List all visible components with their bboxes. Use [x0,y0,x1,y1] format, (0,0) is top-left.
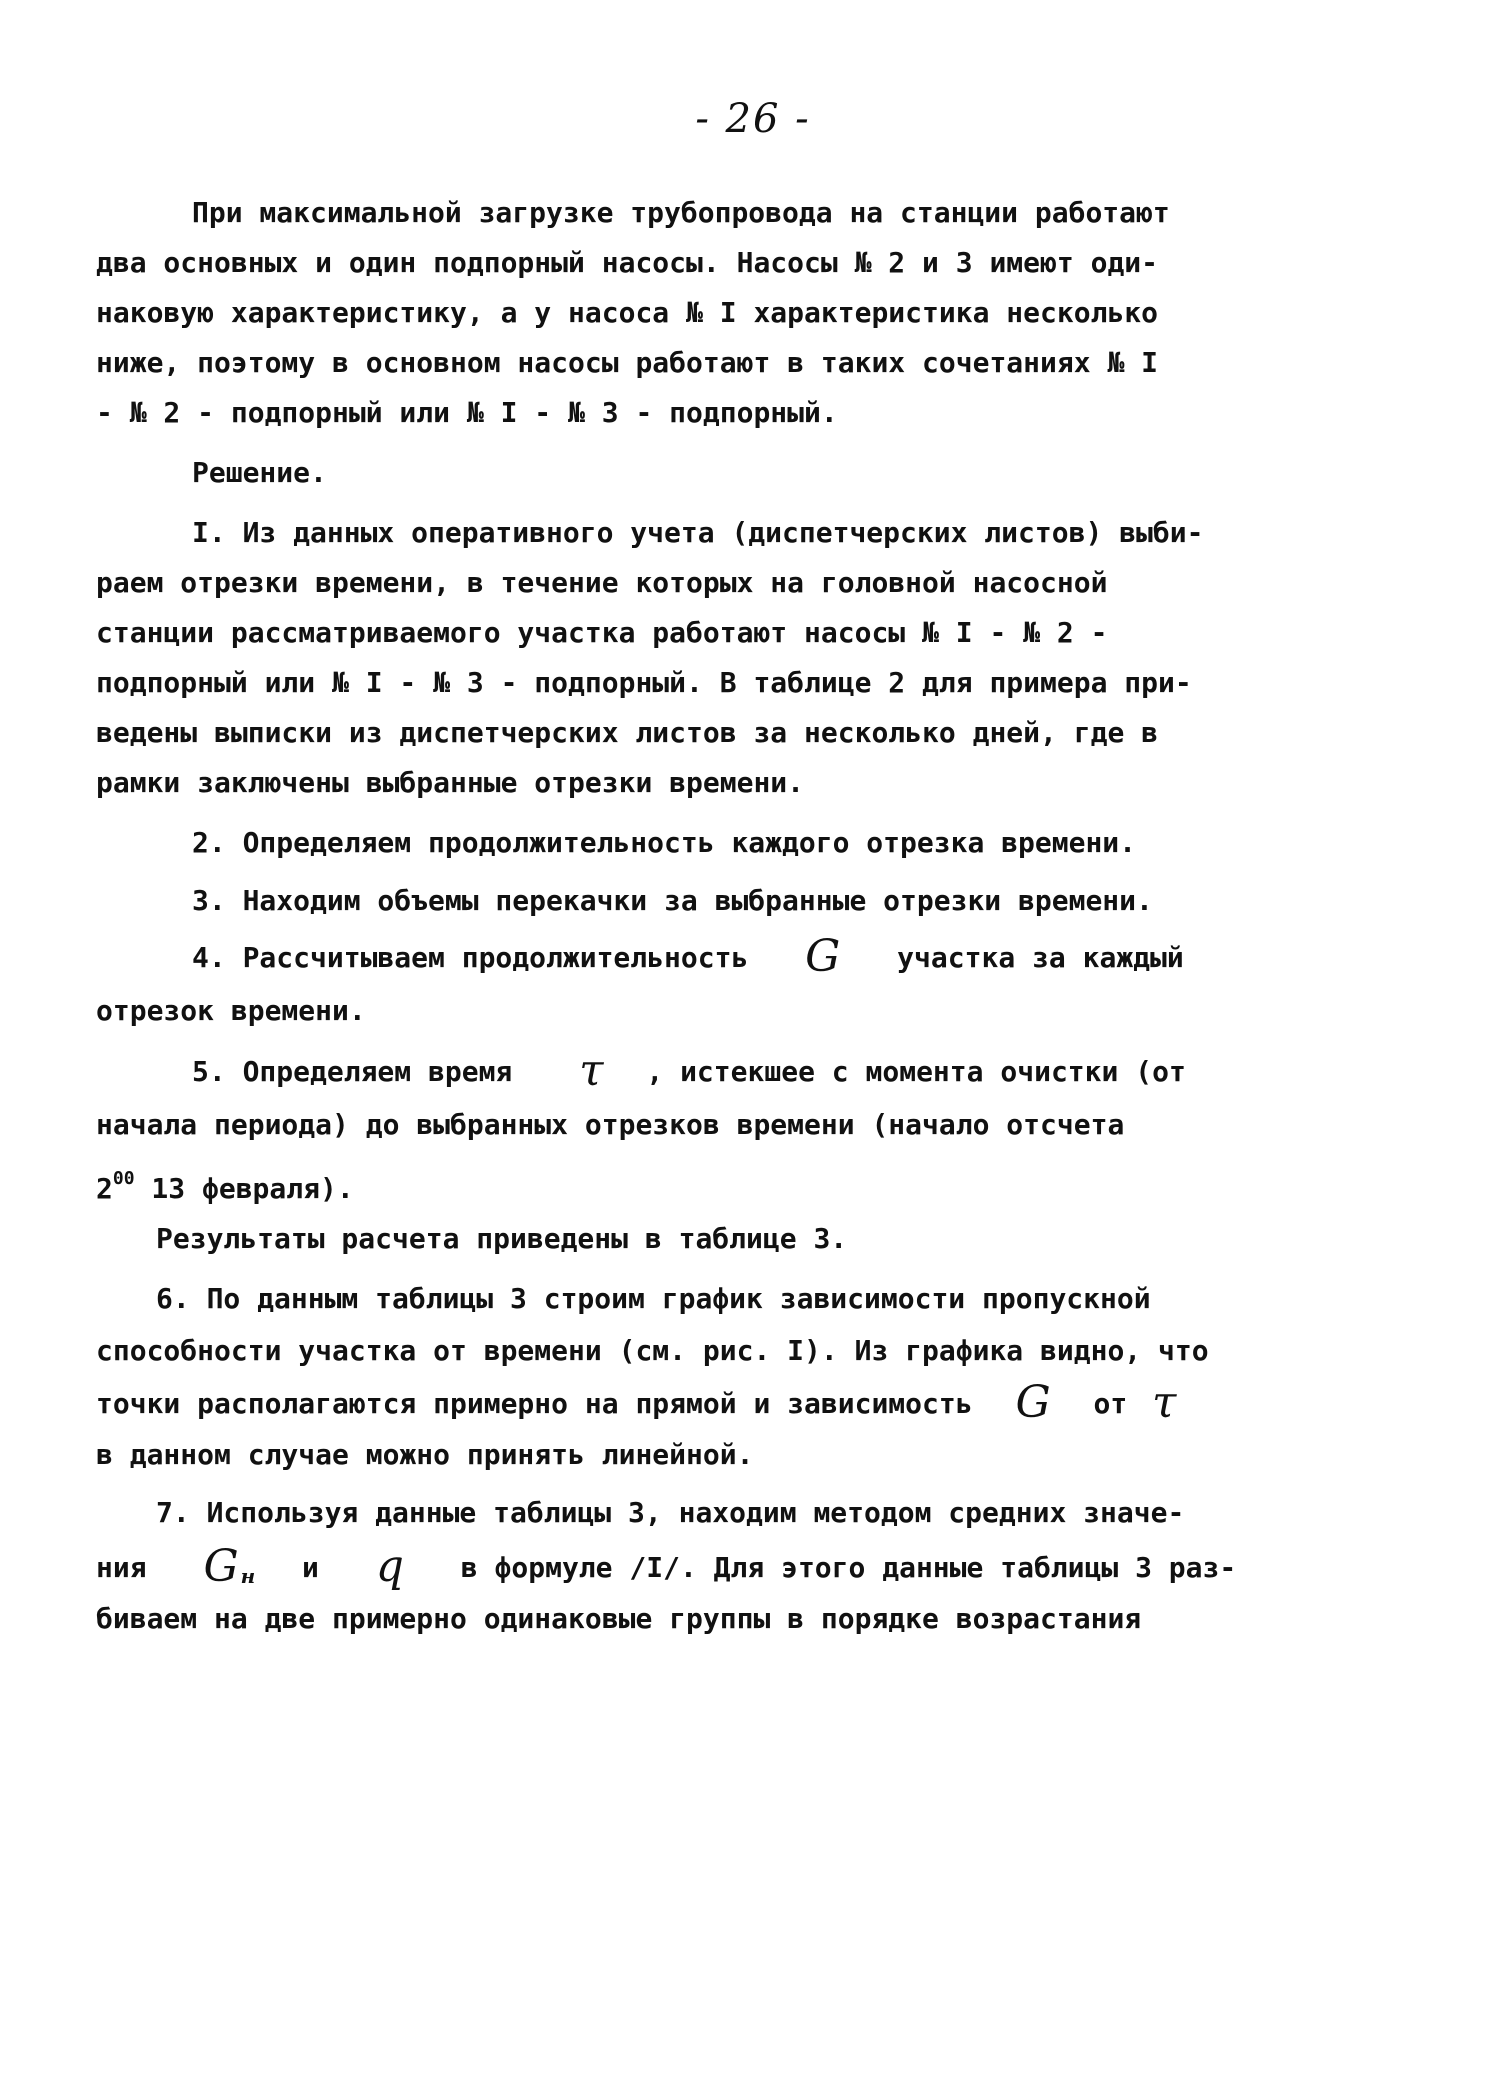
text-line: начала периода) до выбранных отрезков времени (начало отсчета [96,1108,1125,1141]
sigma-symbol: G [805,931,841,982]
text-line: I. Из данных оперативного учета (диспетчерских листов) выби- [192,516,1204,549]
text-line-with-symbol [192,1045,1186,1096]
text-line-with-symbol [96,1377,1184,1428]
text-line: в данном случае можно принять линейной. [96,1438,754,1471]
text-line-with-symbol [96,1541,1237,1592]
text-line: ведены выписки из диспетчерских листов за несколько дней, где в [96,716,1159,749]
minutes-superscript: 00 [112,1168,135,1189]
text-line: рамки заключены выбранные отрезки времени. [96,766,805,799]
text-line: биваем на две примерно одинаковые группы в порядке возрастания [96,1602,1142,1635]
text-line-with-superscript [96,1162,354,1205]
text-fragment: ния [96,1551,147,1584]
text-line: 2. Определяем продолжительность каждого отрезка времени. [192,826,1137,859]
q-symbol: q [375,1541,404,1592]
text-fragment: , истекшее с момента очистки (от [646,1055,1186,1088]
text-line: наковую характеристику, а у насоса № I характеристика несколько [96,296,1159,329]
page-number: - 26 - [695,96,811,142]
text-line: способности участка от времени (см. рис. I). Из графика видно, что [96,1334,1209,1367]
text-line: подпорный или № I - № 3 - подпорный. В таблице 2 для примера при- [96,666,1192,699]
section-heading: Решение. [192,456,327,489]
hour-value: 2 [96,1172,113,1205]
sigma-symbol: G [203,1541,239,1592]
text-fragment: и [302,1551,319,1584]
text-line: - № 2 - подпорный или № I - № 3 - подпорный. [96,396,838,429]
text-fragment: точки располагаются примерно на прямой и зависимость [96,1387,973,1420]
text-line: Результаты расчета приведены в таблице 3. [156,1222,848,1255]
text-line: отрезок времени. [96,994,366,1027]
text-fragment: 4. Рассчитываем продолжительность [192,941,749,974]
text-line: раем отрезки времени, в течение которых на головной насосной [96,566,1108,599]
text-fragment: 13 февраля). [151,1172,354,1205]
sigma-symbol: G [1015,1377,1051,1428]
text-fragment: участка за каждый [897,941,1184,974]
text-fragment: от [1093,1387,1128,1420]
text-line: два основных и один подпорный насосы. Насосы № 2 и 3 имеют оди- [96,246,1159,279]
tau-symbol: τ [579,1045,604,1096]
text-line-with-symbol [192,931,1184,982]
text-line: 7. Используя данные таблицы 3, находим методом средних значе- [156,1496,1185,1529]
n-subscript: н [240,1564,256,1588]
tau-symbol: τ [1152,1377,1177,1428]
text-line: станции рассматриваемого участка работают насосы № I - № 2 - [96,616,1108,649]
text-fragment: в формуле /I/. Для этого данные таблицы 3 раз- [460,1551,1237,1584]
text-fragment: 5. Определяем время [192,1055,513,1088]
text-line: ниже, поэтому в основном насосы работают в таких сочетаниях № I [96,346,1159,379]
text-line: 6. По данным таблицы 3 строим график зависимости пропускной [156,1282,1151,1315]
text-line: При максимальной загрузке трубопровода на станции работают [192,196,1170,229]
text-line: 3. Находим объемы перекачки за выбранные отрезки времени. [192,884,1153,917]
